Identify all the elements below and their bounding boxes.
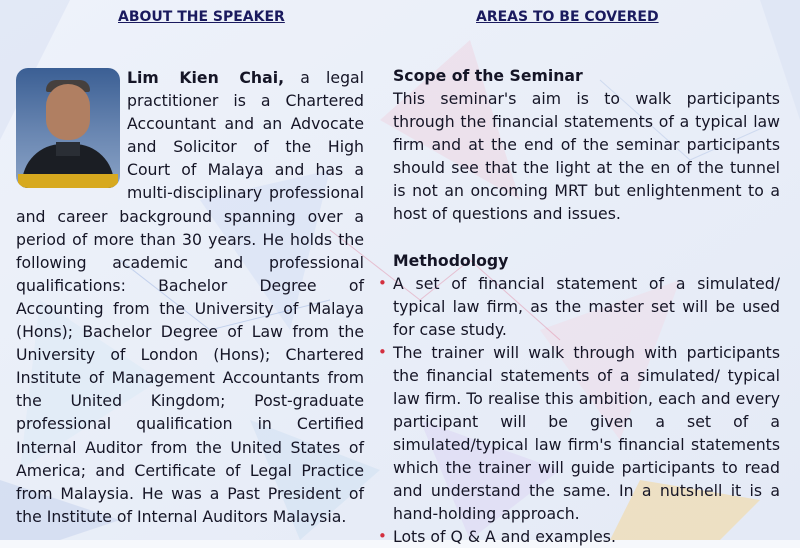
scope-title: Scope of the Seminar (393, 66, 583, 85)
speaker-section (16, 66, 364, 528)
about-speaker-heading: ABOUT THE SPEAKER (118, 9, 285, 25)
methodology-item: • Lots of Q & A and examples. (393, 525, 780, 548)
speaker-photo (16, 68, 120, 188)
methodology-list (393, 272, 780, 548)
areas-section (393, 64, 780, 548)
speaker-name: Lim Kien Chai, (127, 68, 285, 87)
scope-text: This seminar's aim is to walk participants through the financial statements of a typical law firm and at the end of the seminar participants should see that the light at the en of the tunnel is not an oncoming MRT but enlightenment to a host of questions and issues. (393, 89, 780, 223)
areas-covered-heading: AREAS TO BE COVERED (476, 9, 659, 25)
methodology-item: • A set of financial statement of a simulated/ typical law firm, as the master set will be used for case study. (393, 272, 780, 341)
speaker-bio: a legal practitioner is a Chartered Accountant and an Advocate and Solicitor of the High Court of Malaya and has a multi-disciplinary professional and career background spanning over a period of more than 30 years. He holds the following academic and professional qualifications: Bachelor Degree of Accounting from the University of Malaya (Hons); Bachelor Degree of Law from the University of London (Hons); Chartered Institute of Management Accountants from the United Kingdom; Post-graduate professional qualification in Certified Internal Auditor from the United States of America; and Certificate of Legal Practice from Malaysia. He was a Past President of the Institute of Internal Auditors Malaysia. (16, 68, 364, 526)
methodology-item: • The trainer will walk through with participants the financial statements of a simulated/ typical law firm. To realise this ambition, each and every participant will be given a set of a simulated/typical law firm's financial statements which the trainer will guide participants to read and understand the same. In a nutshell it is a hand-holding approach. (393, 341, 780, 525)
methodology-title: Methodology (393, 251, 509, 270)
